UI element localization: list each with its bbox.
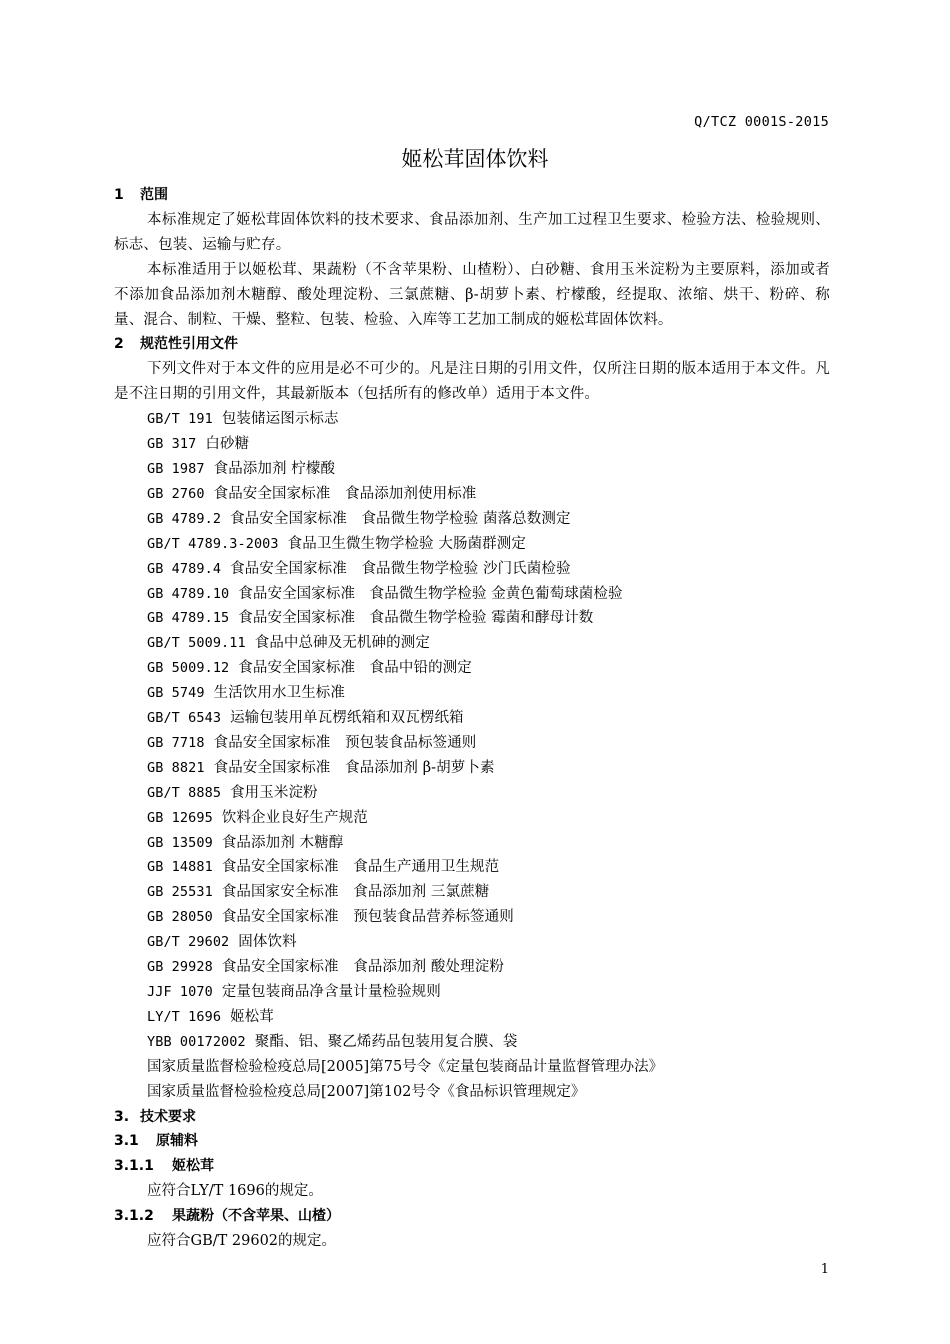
reference-item <box>114 457 830 482</box>
scope-paragraph-2: 本标准适用于以姬松茸、果蔬粉（不含苹果粉、山楂粉）、白砂糖、食用玉米淀粉为主要原料，添加或者不添加食品添加剂木糖醇、酸处理淀粉、三氯蔗糖、β-胡萝卜素、柠檬酸，经提取、浓缩、烘干、粉碎、称量、混合、制粒、干燥、整粒、包装、检验、入库等工艺加工制成的姬松茸固体饮料。 <box>114 261 830 328</box>
reference-code: GB 4789.2 <box>147 510 222 527</box>
reference-title: 食品安全国家标准 食品添加剂 酸处理淀粉 <box>221 959 504 976</box>
reference-code: GB 12695 <box>147 809 213 826</box>
reference-code: GB/T 8885 <box>147 784 222 801</box>
section-title: 范围 <box>140 187 168 203</box>
reference-code: GB 1987 <box>147 460 205 477</box>
reference-code: GB 4789.10 <box>147 585 230 602</box>
reference-title: 食品安全国家标准 食品微生物学检验 沙门氏菌检验 <box>230 560 571 577</box>
reference-item <box>114 980 830 1005</box>
reference-title: 食用玉米淀粉 <box>230 784 318 801</box>
reference-code: GB/T 5009.11 <box>147 635 246 652</box>
section-number: 3. <box>114 1108 130 1125</box>
reference-title: 食品安全国家标准 食品微生物学检验 霉菌和酵母计数 <box>238 610 594 627</box>
section-heading-scope <box>114 183 830 208</box>
reference-list <box>114 407 830 1055</box>
reference-item <box>114 432 830 457</box>
reference-title: 食品添加剂 木糖醇 <box>221 834 344 851</box>
reference-item <box>114 1030 830 1055</box>
reference-title: 固体饮料 <box>238 934 297 951</box>
reference-item <box>114 482 830 507</box>
reference-code: GB 5009.12 <box>147 660 230 677</box>
reference-item <box>114 407 830 432</box>
clause-title: 果蔬粉（不含苹果、山楂） <box>172 1208 340 1225</box>
document-body <box>114 183 830 1254</box>
reference-title: 运输包装用单瓦楞纸箱和双瓦楞纸箱 <box>230 710 464 727</box>
reference-title: 食品卫生微生物学检验 大肠菌群测定 <box>287 535 526 552</box>
reference-title: 食品国家安全标准 食品添加剂 三氯蔗糖 <box>221 884 490 901</box>
reference-title: 包装储运图示标志 <box>221 411 339 428</box>
clause-number: 3.1.2 <box>114 1208 154 1225</box>
reference-code: GB/T 29602 <box>147 934 230 951</box>
clause-heading-fruit-powder <box>114 1204 830 1229</box>
scope-paragraph-1: 本标准规定了姬松茸固体饮料的技术要求、食品添加剂、生产加工过程卫生要求、检验方法、检验规则、标志、包装、运输与贮存。 <box>114 211 830 253</box>
reference-item <box>114 831 830 856</box>
reference-item <box>114 880 830 905</box>
reference-title: 生活饮用水卫生标准 <box>213 685 345 702</box>
clause-text-fruit-powder: 应符合GB/T 29602的规定。 <box>147 1233 337 1250</box>
reference-item <box>114 681 830 706</box>
section-heading-references <box>114 332 830 357</box>
reference-code: JJF 1070 <box>147 984 213 1000</box>
reference-code: GB 317 <box>147 436 197 453</box>
reference-title: 饮料企业良好生产规范 <box>221 809 368 826</box>
section-number: 1 <box>114 187 124 203</box>
reference-code: GB 4789.4 <box>147 560 222 577</box>
reference-title: 食品安全国家标准 预包装食品营养标签通则 <box>221 909 514 926</box>
reference-item <box>114 606 830 631</box>
reference-item <box>114 631 830 656</box>
reference-title: 定量包装商品净含量计量检验规则 <box>221 984 441 1000</box>
reference-item <box>114 557 830 582</box>
page-number: 1 <box>820 1262 829 1277</box>
reference-title: 聚酯、铝、聚乙烯药品包装用复合膜、袋 <box>254 1033 518 1050</box>
reference-code: GB 14881 <box>147 859 213 876</box>
reference-title: 食品安全国家标准 食品生产通用卫生规范 <box>221 859 500 876</box>
reference-order-1: 国家质量监督检验检疫总局[2005]第75号令《定量包装商品计量监督管理办法》 <box>147 1058 664 1075</box>
reference-code: GB/T 4789.3-2003 <box>147 535 279 552</box>
reference-item <box>114 1005 830 1030</box>
reference-title: 食品安全国家标准 食品中铅的测定 <box>238 660 472 677</box>
reference-item <box>114 532 830 557</box>
references-intro: 下列文件对于本文件的应用是必不可少的。凡是注日期的引用文件，仅所注日期的版本适用于本文件。凡是不注日期的引用文件，其最新版本（包括所有的修改单）适用于本文件。 <box>114 361 830 403</box>
reference-item <box>114 806 830 831</box>
section-title: 技术要求 <box>140 1108 196 1125</box>
section-title: 规范性引用文件 <box>140 336 238 353</box>
reference-code: GB/T 6543 <box>147 710 222 727</box>
reference-code: GB 5749 <box>147 685 205 702</box>
reference-item <box>114 507 830 532</box>
clause-text-agaricus: 应符合LY/T 1696的规定。 <box>147 1183 323 1200</box>
reference-code: GB 2760 <box>147 485 205 502</box>
reference-item <box>114 955 830 980</box>
reference-title: 食品安全国家标准 食品微生物学检验 金黄色葡萄球菌检验 <box>238 585 623 602</box>
reference-code: GB/T 191 <box>147 411 213 428</box>
reference-title: 白砂糖 <box>205 436 250 453</box>
reference-code: YBB 00172002 <box>147 1033 246 1050</box>
reference-code: GB 4789.15 <box>147 610 230 627</box>
reference-item <box>114 930 830 955</box>
reference-item <box>114 706 830 731</box>
reference-code: GB 8821 <box>147 759 205 776</box>
reference-title: 食品安全国家标准 食品微生物学检验 菌落总数测定 <box>230 510 571 527</box>
reference-title: 姬松茸 <box>230 1008 274 1025</box>
document-title: 姬松茸固体饮料 <box>401 147 549 171</box>
reference-code: LY/T 1696 <box>147 1008 222 1025</box>
reference-code: GB 29928 <box>147 959 213 976</box>
section-number: 2 <box>114 336 124 353</box>
reference-code: GB 25531 <box>147 884 213 901</box>
reference-item <box>114 731 830 756</box>
reference-title: 食品安全国家标准 食品添加剂 β-胡萝卜素 <box>213 759 495 776</box>
reference-item <box>114 855 830 880</box>
subsection-title: 原辅料 <box>156 1133 198 1150</box>
reference-code: GB 13509 <box>147 834 213 851</box>
clause-heading-agaricus <box>114 1154 830 1179</box>
clause-number: 3.1.1 <box>114 1158 154 1175</box>
document-code: Q/TCZ 0001S-2015 <box>694 114 829 130</box>
section-heading-technical <box>114 1105 830 1130</box>
reference-order-2: 国家质量监督检验检疫总局[2007]第102号令《食品标识管理规定》 <box>147 1083 586 1100</box>
clause-title: 姬松茸 <box>172 1158 214 1175</box>
reference-item <box>114 905 830 930</box>
reference-code: GB 28050 <box>147 909 213 926</box>
reference-item <box>114 656 830 681</box>
reference-item <box>114 781 830 806</box>
subsection-number: 3.1 <box>114 1133 139 1150</box>
reference-code: GB 7718 <box>147 734 205 751</box>
subsection-heading-materials <box>114 1129 830 1154</box>
reference-title: 食品中总砷及无机砷的测定 <box>254 635 430 652</box>
reference-item <box>114 756 830 781</box>
reference-title: 食品安全国家标准 食品添加剂使用标准 <box>213 485 477 502</box>
reference-item <box>114 582 830 607</box>
reference-title: 食品安全国家标准 预包装食品标签通则 <box>213 734 477 751</box>
reference-title: 食品添加剂 柠檬酸 <box>213 460 336 477</box>
